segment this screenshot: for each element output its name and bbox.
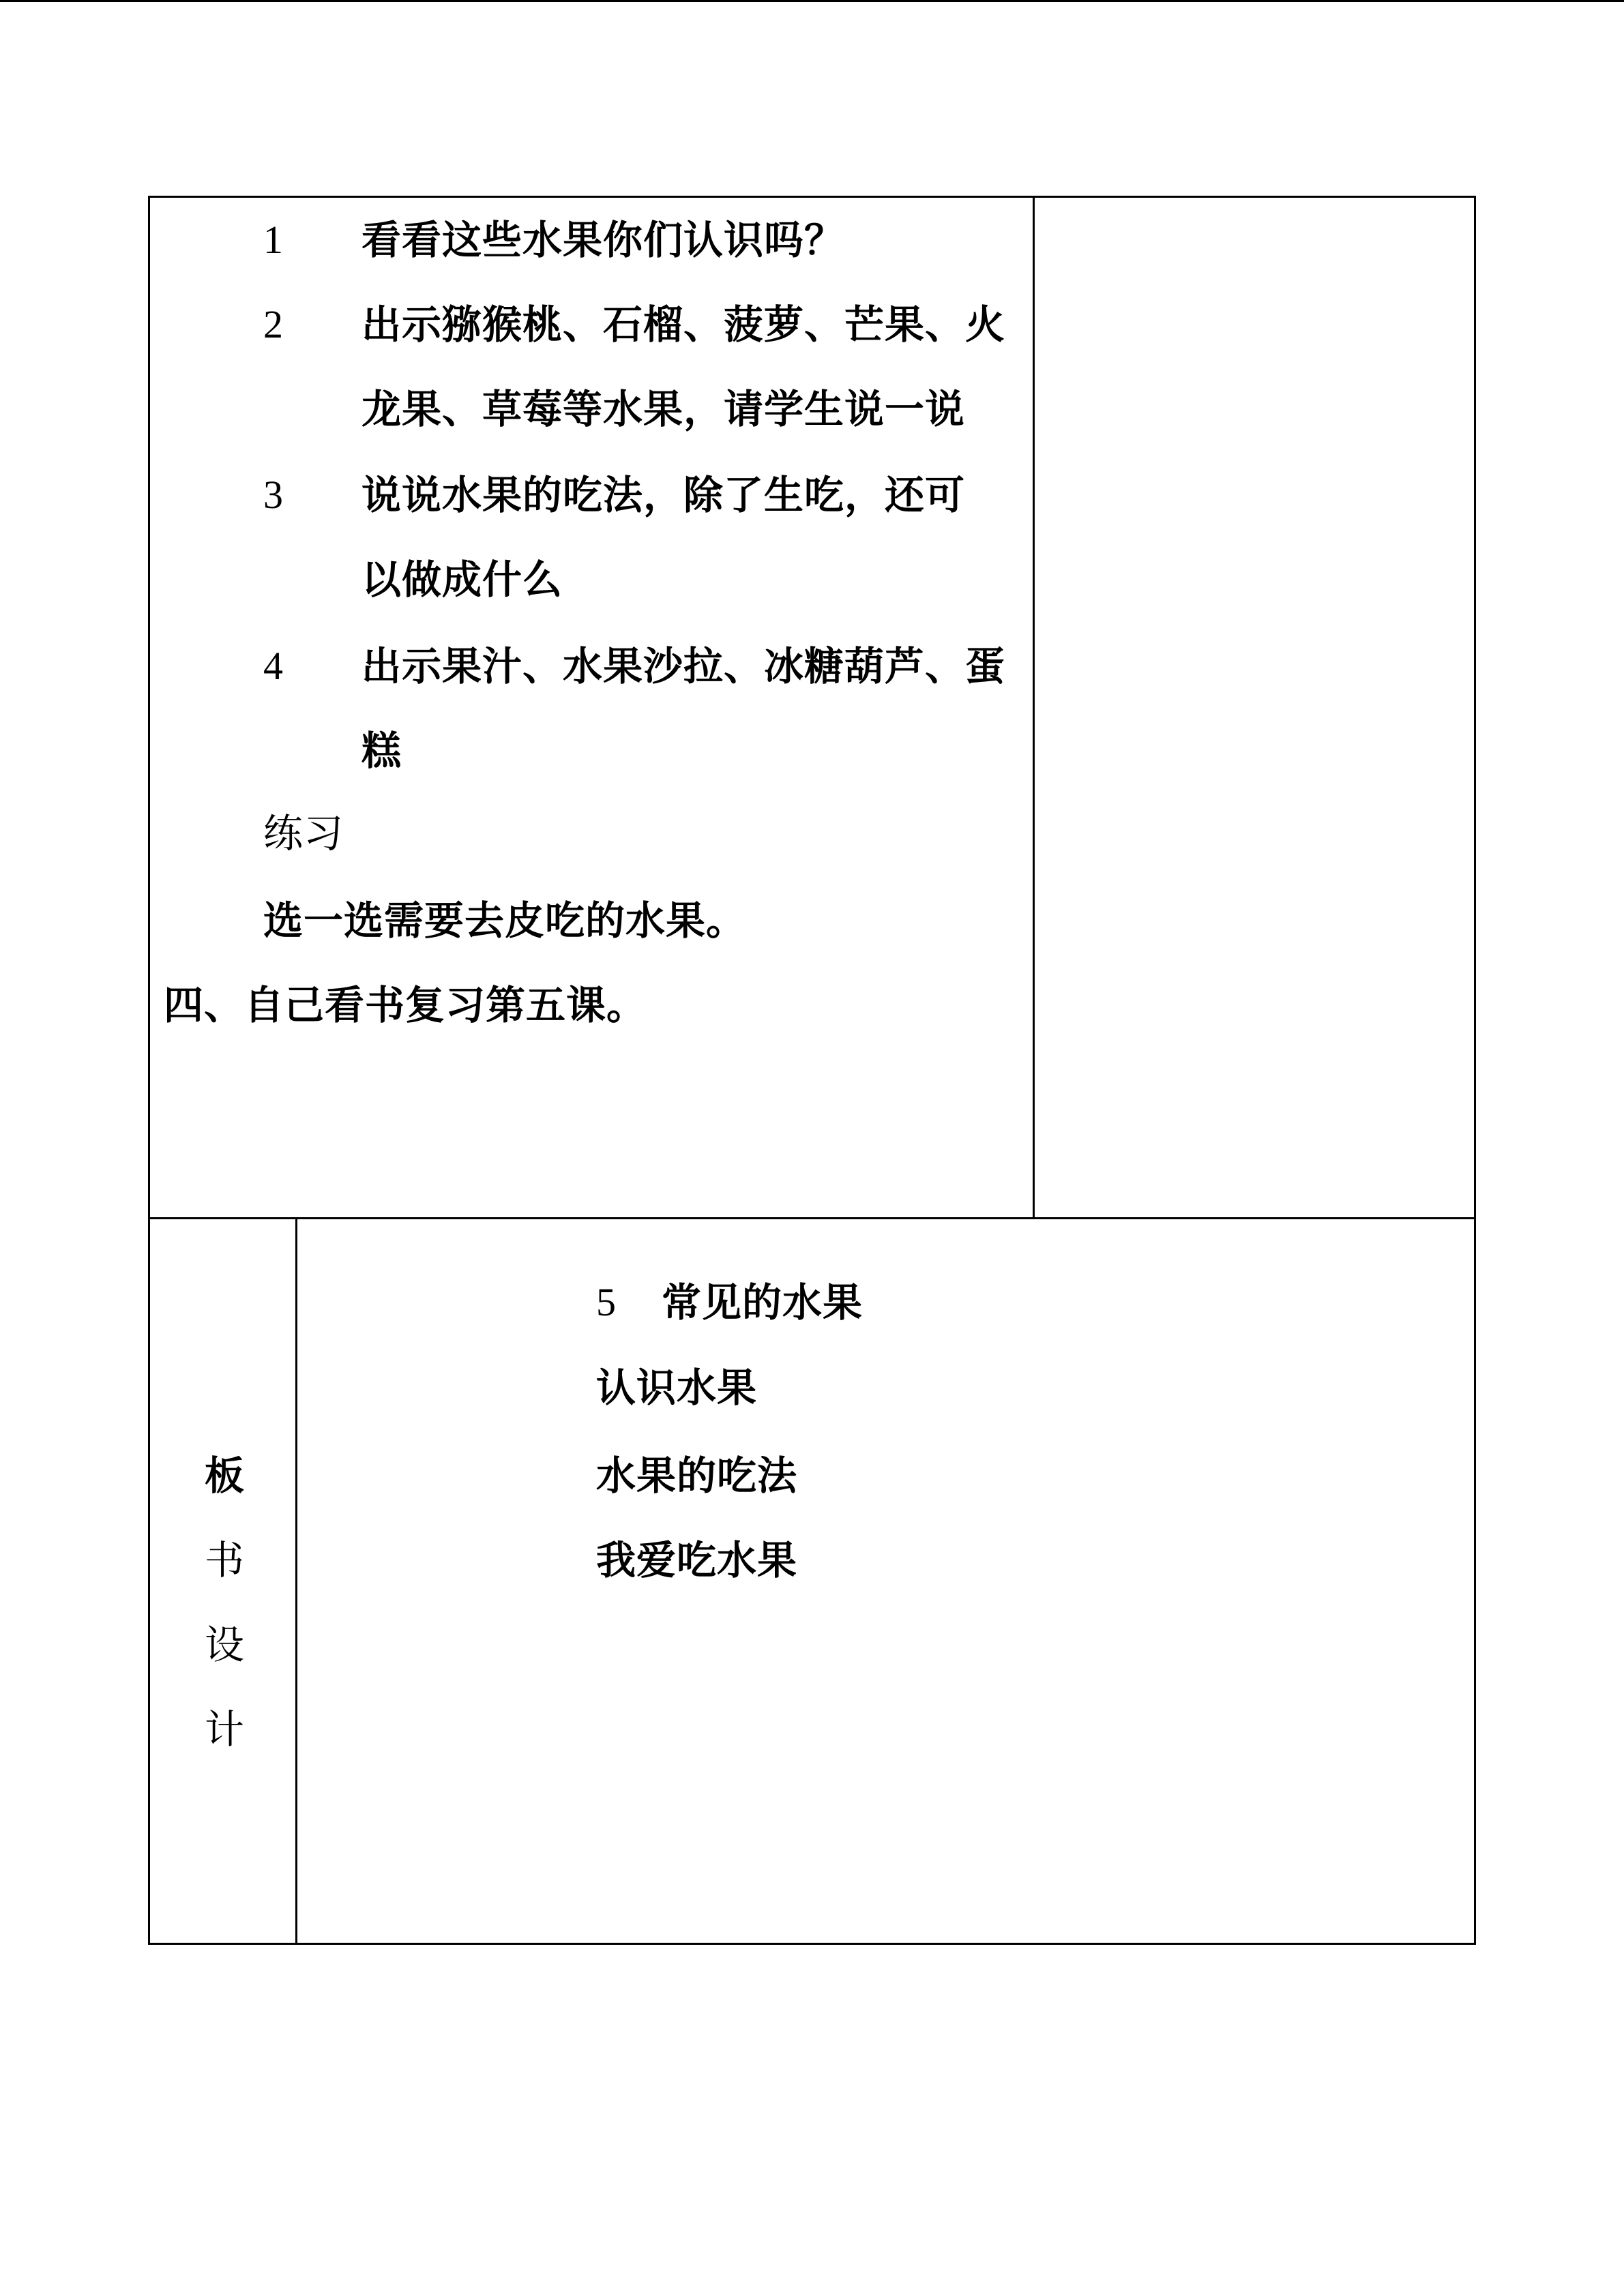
item-number: 1 <box>263 218 283 262</box>
lesson-number: 5 <box>596 1280 616 1324</box>
exercise-text: 选一选需要去皮吃的水果。 <box>263 897 747 944</box>
table-top-border <box>148 196 1476 198</box>
board-label-char: 书 <box>204 1537 244 1583</box>
item-number: 4 <box>263 644 283 688</box>
board-line: 认识水果 <box>596 1365 758 1411</box>
board-line: 水果的吃法 <box>596 1452 798 1499</box>
table-middle-border <box>148 1217 1476 1219</box>
board-line: 我爱吃水果 <box>596 1537 798 1583</box>
item-number: 2 <box>263 302 283 346</box>
item-3-line-1: 说说水果的吃法，除了生吃，还可 <box>361 472 966 518</box>
table-bottom-border <box>148 1943 1476 1945</box>
item-4-line-1: 出示果汁、水果沙拉、冰糖葫芦、蛋 <box>361 643 1006 689</box>
item-1-line-1: 看看这些水果你们认识吗？ <box>361 217 845 263</box>
lesson-title: 常见的水果 <box>662 1279 863 1326</box>
board-label-char: 板 <box>204 1452 244 1499</box>
table-left-border <box>148 196 150 1945</box>
item-number: 3 <box>263 473 283 517</box>
item-2-line-1: 出示猕猴桃、石榴、菠萝、芒果、火 <box>361 301 1006 348</box>
notes-column-divider <box>1033 196 1035 1219</box>
board-label-divider <box>295 1217 297 1945</box>
exercise-label: 练习 <box>263 810 344 856</box>
item-4-line-2: 糕 <box>361 728 402 774</box>
item-2-line-2: 龙果、草莓等水果，请学生说一说 <box>361 386 966 432</box>
page-top-rule <box>0 0 1624 2</box>
section-four-heading: 四、自己看书复习第五课。 <box>164 982 647 1028</box>
item-3-line-2: 以做成什么 <box>361 556 563 603</box>
board-label-char: 计 <box>204 1706 244 1753</box>
table-right-border <box>1474 196 1476 1945</box>
board-label-char: 设 <box>204 1622 244 1668</box>
